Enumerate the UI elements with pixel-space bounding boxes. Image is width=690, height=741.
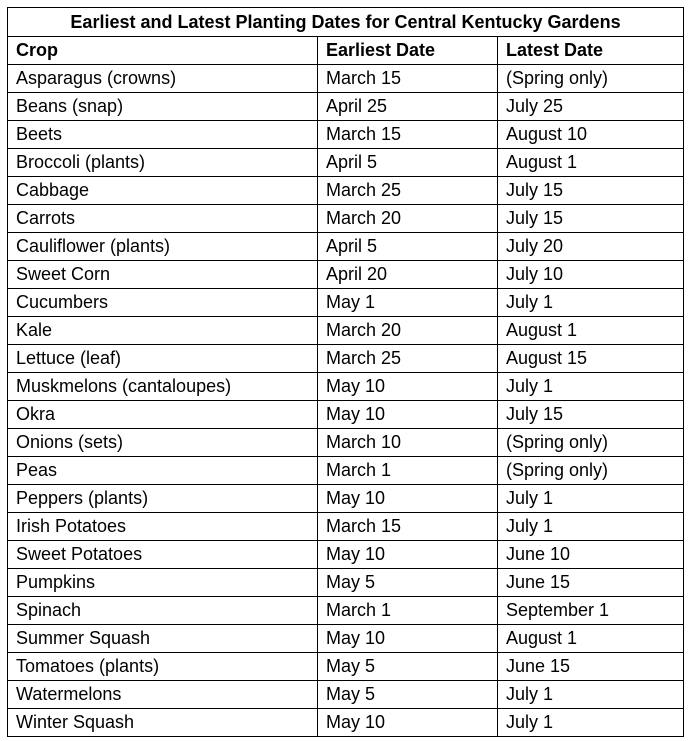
crop-cell: Kale [8,317,318,345]
latest-date-cell: August 10 [498,121,684,149]
earliest-date-cell: March 1 [318,597,498,625]
earliest-date-cell: May 5 [318,681,498,709]
table-row [8,625,684,653]
table-row [8,205,684,233]
latest-date-cell: July 1 [498,513,684,541]
crop-cell: Irish Potatoes [8,513,318,541]
table-row [8,317,684,345]
crop-cell: Lettuce (leaf) [8,345,318,373]
table-row [8,149,684,177]
earliest-date-cell: May 5 [318,653,498,681]
column-header-crop: Crop [8,37,318,65]
table-row [8,457,684,485]
latest-date-cell: July 1 [498,485,684,513]
crop-cell: Peppers (plants) [8,485,318,513]
latest-date-cell: June 10 [498,541,684,569]
latest-date-cell: July 20 [498,233,684,261]
table-row [8,597,684,625]
table-row [8,261,684,289]
earliest-date-cell: May 10 [318,709,498,737]
earliest-date-cell: May 10 [318,625,498,653]
planting-dates-table [7,7,684,737]
planting-dates-sheet [7,7,683,737]
table-body [8,65,684,737]
latest-date-cell: July 1 [498,709,684,737]
table-row [8,653,684,681]
earliest-date-cell: March 25 [318,345,498,373]
latest-date-cell: July 15 [498,205,684,233]
latest-date-cell: July 15 [498,401,684,429]
crop-cell: Beets [8,121,318,149]
earliest-date-cell: May 10 [318,401,498,429]
table-row [8,401,684,429]
crop-cell: Beans (snap) [8,93,318,121]
latest-date-cell: July 1 [498,373,684,401]
crop-cell: Summer Squash [8,625,318,653]
table-row [8,345,684,373]
latest-date-cell: July 25 [498,93,684,121]
table-row [8,709,684,737]
latest-date-cell: July 10 [498,261,684,289]
table-row [8,177,684,205]
latest-date-cell: September 1 [498,597,684,625]
latest-date-cell: August 15 [498,345,684,373]
earliest-date-cell: May 10 [318,541,498,569]
earliest-date-cell: March 10 [318,429,498,457]
crop-cell: Okra [8,401,318,429]
earliest-date-cell: March 25 [318,177,498,205]
crop-cell: Cucumbers [8,289,318,317]
latest-date-cell: (Spring only) [498,65,684,93]
earliest-date-cell: May 1 [318,289,498,317]
table-row [8,513,684,541]
column-header-latest-date: Latest Date [498,37,684,65]
latest-date-cell: July 1 [498,289,684,317]
table-row [8,233,684,261]
earliest-date-cell: May 5 [318,569,498,597]
crop-cell: Sweet Potatoes [8,541,318,569]
crop-cell: Cauliflower (plants) [8,233,318,261]
earliest-date-cell: March 15 [318,65,498,93]
crop-cell: Tomatoes (plants) [8,653,318,681]
table-title: Earliest and Latest Planting Dates for Central Kentucky Gardens [8,8,684,37]
table-row [8,121,684,149]
header-row [8,37,684,65]
crop-cell: Carrots [8,205,318,233]
column-header-earliest-date: Earliest Date [318,37,498,65]
earliest-date-cell: April 25 [318,93,498,121]
crop-cell: Peas [8,457,318,485]
earliest-date-cell: March 20 [318,205,498,233]
crop-cell: Cabbage [8,177,318,205]
table-row [8,289,684,317]
latest-date-cell: July 1 [498,681,684,709]
table-row [8,373,684,401]
latest-date-cell: June 15 [498,653,684,681]
crop-cell: Pumpkins [8,569,318,597]
crop-cell: Winter Squash [8,709,318,737]
earliest-date-cell: May 10 [318,485,498,513]
earliest-date-cell: May 10 [318,373,498,401]
latest-date-cell: June 15 [498,569,684,597]
latest-date-cell: (Spring only) [498,457,684,485]
crop-cell: Asparagus (crowns) [8,65,318,93]
earliest-date-cell: April 20 [318,261,498,289]
earliest-date-cell: April 5 [318,149,498,177]
title-row [8,8,684,37]
earliest-date-cell: March 15 [318,121,498,149]
table-row [8,65,684,93]
crop-cell: Muskmelons (cantaloupes) [8,373,318,401]
latest-date-cell: July 15 [498,177,684,205]
earliest-date-cell: March 20 [318,317,498,345]
table-row [8,569,684,597]
crop-cell: Sweet Corn [8,261,318,289]
table-row [8,93,684,121]
table-row [8,541,684,569]
latest-date-cell: August 1 [498,625,684,653]
crop-cell: Broccoli (plants) [8,149,318,177]
crop-cell: Spinach [8,597,318,625]
crop-cell: Onions (sets) [8,429,318,457]
table-row [8,681,684,709]
latest-date-cell: August 1 [498,317,684,345]
earliest-date-cell: April 5 [318,233,498,261]
earliest-date-cell: March 1 [318,457,498,485]
table-row [8,429,684,457]
latest-date-cell: August 1 [498,149,684,177]
latest-date-cell: (Spring only) [498,429,684,457]
crop-cell: Watermelons [8,681,318,709]
table-row [8,485,684,513]
earliest-date-cell: March 15 [318,513,498,541]
